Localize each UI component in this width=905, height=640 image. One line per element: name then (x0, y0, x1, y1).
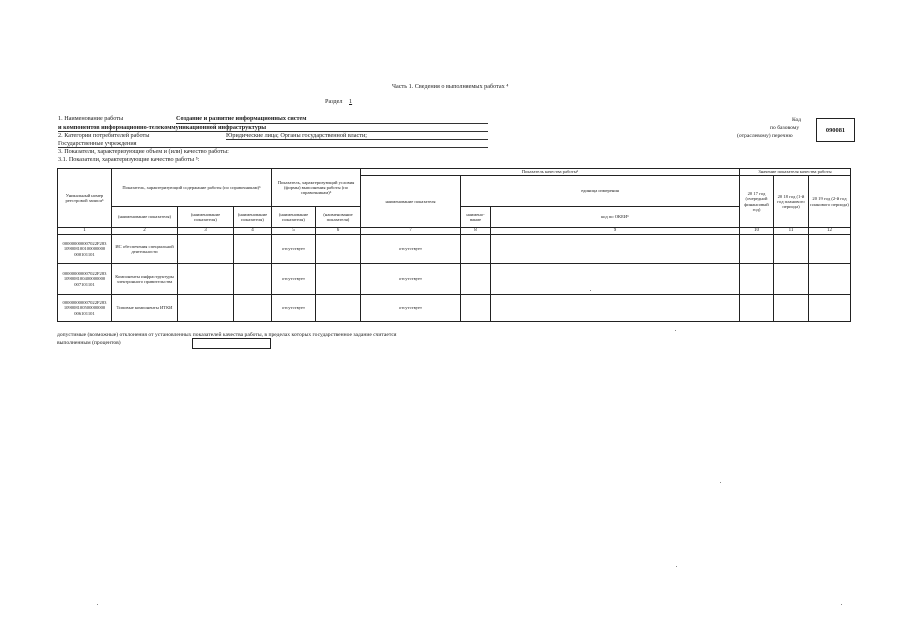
scan-speck (720, 482, 721, 483)
empty-cell (178, 295, 234, 322)
scan-speck (97, 604, 98, 605)
header-okei-code: код по ОКЕИ⁶ (491, 207, 740, 228)
tolerance-text-cont: выполненным (процентов) (57, 340, 121, 346)
header-name-indicator: (наименование показателя) (316, 207, 361, 228)
row-indicator: отсутствует (361, 295, 461, 322)
table-row (58, 235, 851, 264)
row-condition: отсутствует (272, 295, 316, 322)
row-content: Компоненты инфраструктуры электронного правительства (112, 264, 178, 295)
col-number: 2 (112, 228, 178, 235)
empty-cell (178, 235, 234, 264)
empty-cell (740, 235, 774, 264)
header-name-indicator: (наименование показателя) (178, 207, 234, 228)
code-label-2: по базовому (770, 125, 800, 131)
empty-cell (461, 264, 491, 295)
row-indicator: отсутствует (361, 264, 461, 295)
tolerance-value-box (192, 338, 271, 349)
empty-cell (316, 295, 361, 322)
empty-cell (774, 264, 809, 295)
row-condition: отсутствует (272, 264, 316, 295)
empty-cell (491, 235, 740, 264)
row-indicator: отсутствует (361, 235, 461, 264)
empty-cell (740, 264, 774, 295)
header-content-indicator: Показатель, характеризующий содержание работы (по справочникам)⁶ (112, 169, 272, 207)
empty-cell (461, 295, 491, 322)
col-number: 12 (809, 228, 851, 235)
scan-speck (590, 290, 591, 291)
header-name-indicator: (наименование показателя) (112, 207, 178, 228)
empty-cell (809, 235, 851, 264)
empty-cell (234, 235, 272, 264)
col-number: 4 (234, 228, 272, 235)
category-value-cont: Государственные учреждения (58, 140, 137, 147)
empty-cell (774, 295, 809, 322)
section-number: 1 (349, 98, 353, 105)
col-number: 9 (491, 228, 740, 235)
empty-cell (316, 264, 361, 295)
row-content: ИС обеспечения специальной деятельности (112, 235, 178, 264)
col-number: 7 (361, 228, 461, 235)
empty-cell (491, 264, 740, 295)
empty-cell (774, 235, 809, 264)
scan-speck (676, 566, 677, 567)
category-value: Юридические лица; Органы государственной власти; (226, 132, 367, 139)
underline (226, 139, 488, 140)
empty-cell (178, 264, 234, 295)
col-number: 10 (740, 228, 774, 235)
table-row (58, 295, 851, 322)
indicators-label: 3. Показатели, характеризующие объем и (или) качество работы: (58, 148, 229, 155)
code-value-box: 090081 (816, 118, 855, 142)
section-label: Раздел (325, 98, 343, 105)
empty-cell (234, 295, 272, 322)
empty-cell (809, 264, 851, 295)
header-quality-values: Значение показателя качества работы (740, 169, 851, 176)
row-content: Типовые компоненты ИТКИ (112, 295, 178, 322)
part-title: Часть 1. Сведения о выполняемых работах ⁴ (392, 83, 509, 90)
col-number: 11 (774, 228, 809, 235)
col-number: 8 (461, 228, 491, 235)
table-row (58, 264, 851, 295)
header-unique-number: Уникальный номер реестровой записи⁶ (58, 169, 112, 228)
empty-cell (740, 295, 774, 322)
header-unit-name: наимено-вание (461, 207, 491, 228)
work-name-value-cont: и компонентов информационно-телекоммуникационной инфраструктуры (58, 124, 267, 131)
empty-cell (461, 235, 491, 264)
empty-cell (491, 295, 740, 322)
col-number: 5 (272, 228, 316, 235)
header-year-3: 20 19 год (2-й год планового периода) (809, 176, 851, 228)
scan-speck (841, 604, 842, 605)
col-number: 6 (316, 228, 361, 235)
category-label: 2. Категории потребителей работы (58, 132, 150, 139)
header-name-indicator: (наименование показателя) (234, 207, 272, 228)
code-label: Код (792, 117, 801, 123)
header-year-1: 20 17 год (очередной финансовый год) (740, 176, 774, 228)
header-unit: единица измерения (461, 176, 740, 207)
header-condition-indicator: Показатель, характеризующий условия (формы) выполнения работы (по справочникам)⁶ (272, 169, 361, 207)
header-name-indicator: (наименование показателя) (272, 207, 316, 228)
tolerance-text: допустимые (возможные) отклонения от установленных показателей качества работы, в пределах которых государственное задание считается (57, 332, 397, 338)
header-quality-indicator: Показатель качества работы⁶ (361, 169, 740, 176)
header-year-2: 20 18 год (1-й год планового периода) (774, 176, 809, 228)
row-code: 000000000007022F283 109008100400000000 007101101 (58, 264, 112, 295)
quality-table (57, 168, 851, 322)
col-number: 1 (58, 228, 112, 235)
work-name-value: Создание и развитие информационных систем (176, 115, 307, 122)
empty-cell (234, 264, 272, 295)
work-name-label: 1. Наименование работы (58, 115, 124, 122)
col-number: 3 (178, 228, 234, 235)
empty-cell (316, 235, 361, 264)
scan-speck (675, 330, 676, 331)
row-code: 000000000007022F283 109008100500000000 006101101 (58, 295, 112, 322)
row-code: 000000000007022F283 109008100100000000 000101101 (58, 235, 112, 264)
row-condition: отсутствует (272, 235, 316, 264)
code-label-3: (отраслевому) перечню (737, 133, 793, 139)
quality-label: 3.1. Показатели, характеризующие качество работы ⁵: (58, 156, 200, 163)
header-indicator-name: наименование показателя (361, 176, 461, 228)
empty-cell (809, 295, 851, 322)
